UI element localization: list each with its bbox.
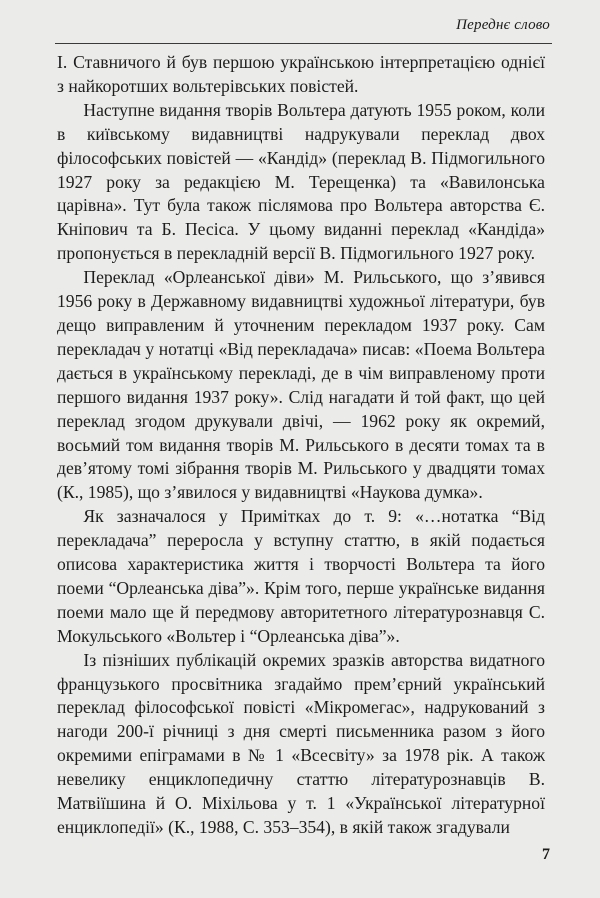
page-number: 7 bbox=[542, 846, 550, 863]
header-rule bbox=[55, 43, 552, 44]
running-head: Переднє слово bbox=[456, 17, 550, 33]
paragraph: Як зазначалося у Примітках до т. 9: «…нотатка “Від перекладача” переросла у вступну статтю, в якій подається описова характеристика життя і творчості Вольтера та його поеми “Орлеанська діва”». Крім того, перше українське видання поеми мало ще й передмову авторитетного літературознавця С. Мокульського «Вольтер і “Орлеанська діва”». bbox=[57, 506, 545, 646]
paragraph: І. Ставничого й був першою українською інтерпретацією однієї з найкоротших вольтерівських повістей. bbox=[57, 52, 545, 96]
paragraph: Із пізніших публікацій окремих зразків авторства видатного французького просвітника згадаймо прем’єрний український переклад філософської повісті «Мікромегас», надрукований з нагоди 200-ї річниці з дня смерті письменника разом з його окремими епіграмами в № 1 «Всесвіту» за 1978 рік. А також невелику енциклопедичну статтю літературознавців В. Матвіїшина й О. Міхільова у т. 1 «Української літературної енциклопедії» (К., 1988, С. 353–354), в якій також згадували bbox=[57, 649, 545, 837]
paragraph: Переклад «Орлеанської діви» М. Рильського, що з’явився 1956 року в Державному видавництві художньої літератури, був дещо виправленим й уточненим перекладом 1937 року. Сам перекладач у нотатці «Від перекладача» писав: «Поема Вольтера дається в українському перекладі, де в чім виправленому проти першого видання 1937 року». Слід нагадати й той факт, що цей переклад згодом друкували двічі, — 1962 року як окремий, восьмий том видання творів М. Рильського в десяти томах та в дев’ятому томі зібрання творів М. Рильського у двадцяти томах (К., 1985), що з’явилося у видавництві «Наукова думка». bbox=[57, 267, 545, 503]
text-block bbox=[57, 51, 545, 840]
paragraph: Наступне видання творів Вольтера датують 1955 роком, коли в київському видавництві надрукували переклад двох філософських повістей — «Кандід» (переклад В. Підмогильного 1927 року за редакцією М. Терещенка) та «Вавилонська царівна». Тут була також післямова про Вольтера авторства Є. Кніпович та Б. Песіса. У цьому виданні переклад «Кандіда» пропонується в перекладній версії В. Підмогильного 1927 року. bbox=[57, 99, 545, 264]
